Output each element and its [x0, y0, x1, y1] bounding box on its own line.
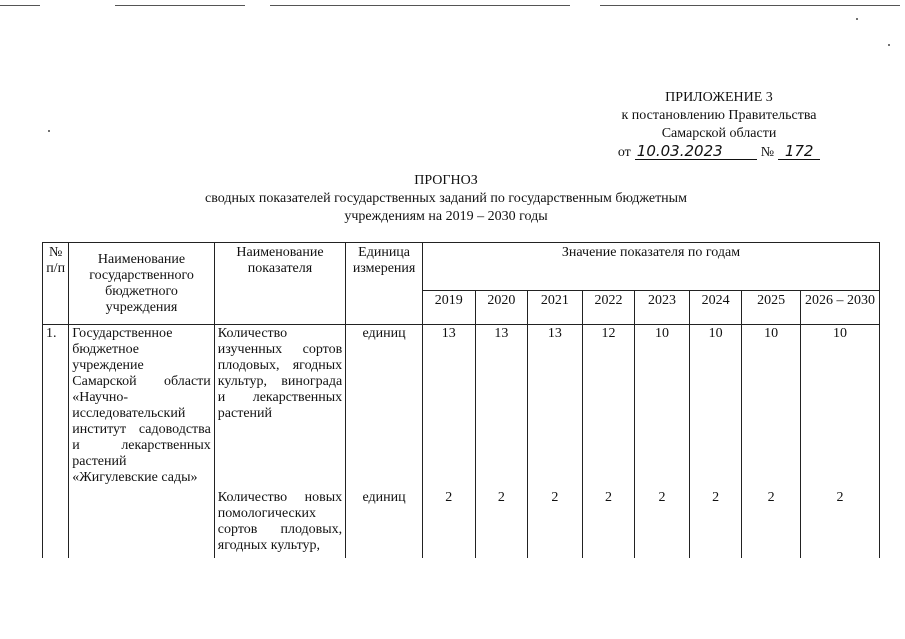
scan-speck — [856, 18, 858, 20]
row-value: 2 — [528, 488, 583, 558]
row-value: 2 — [635, 488, 690, 558]
table-row — [43, 325, 880, 489]
title-line-2: сводных показателей государственных заданий по государственным бюджетным — [205, 191, 687, 206]
header-year: 2021 — [528, 291, 583, 325]
header-year: 2019 — [423, 291, 476, 325]
row-value: 10 — [689, 325, 742, 489]
row-value: 10 — [635, 325, 690, 489]
row-institution: Государственное бюджетное учреждение Самарской области «Научно-исследовательский институт садоводства и лекарственных растений «Жигулевские сады» — [69, 325, 215, 489]
scan-line-top-left — [0, 5, 40, 6]
header-indicator: Наименование показателя — [214, 243, 345, 325]
header-year: 2024 — [689, 291, 742, 325]
handwritten-date: 10.03.2023 — [635, 143, 757, 160]
header-year: 2023 — [635, 291, 690, 325]
row-value: 2 — [689, 488, 742, 558]
row-value: 10 — [800, 325, 879, 489]
header-year: 2022 — [582, 291, 635, 325]
row-value: 13 — [423, 325, 476, 489]
handwritten-number: 172 — [778, 143, 820, 160]
header-num: № п/п — [43, 243, 69, 325]
row-unit: единиц — [346, 325, 423, 489]
row-value: 2 — [423, 488, 476, 558]
row-value: 2 — [582, 488, 635, 558]
scan-line-top-1 — [115, 5, 245, 6]
date-prefix: от — [617, 145, 631, 160]
row-value: 12 — [582, 325, 635, 489]
row-value: 2 — [800, 488, 879, 558]
header-year: 2025 — [742, 291, 801, 325]
title-line-3: учреждениям на 2019 – 2030 годы — [344, 209, 548, 224]
scan-line-top-3 — [600, 5, 900, 6]
header-year: 2026 – 2030 — [800, 291, 879, 325]
header-year: 2020 — [475, 291, 528, 325]
row-value: 2 — [742, 488, 801, 558]
header-institution: Наименование государственного бюджетного учреждения — [69, 243, 215, 325]
header-values-group: Значение показателя по годам — [423, 243, 880, 291]
row-value: 13 — [475, 325, 528, 489]
appendix-line-region: Самарской области — [661, 126, 777, 141]
appendix-block — [560, 89, 878, 162]
table-row — [43, 488, 880, 558]
row-indicator: Количество новых помологических сортов плодовых, ягодных культур, — [214, 488, 345, 558]
appendix-date-row — [560, 143, 878, 162]
scan-speck — [48, 130, 50, 132]
number-prefix: № — [760, 145, 775, 160]
document-title — [40, 172, 852, 226]
row-num — [43, 488, 69, 558]
header-unit: Единица измерения — [346, 243, 423, 325]
row-value: 13 — [528, 325, 583, 489]
row-unit: единиц — [346, 488, 423, 558]
row-num: 1. — [43, 325, 69, 489]
row-indicator: Количество изученных сортов плодовых, ягодных культур, винограда и лекарственных растений — [214, 325, 345, 489]
forecast-table — [42, 242, 880, 558]
row-value: 2 — [475, 488, 528, 558]
scan-speck — [888, 44, 890, 46]
row-value: 10 — [742, 325, 801, 489]
title-heading: ПРОГНОЗ — [414, 173, 478, 188]
appendix-line-resolution: к постановлению Правительства — [621, 108, 817, 123]
row-institution — [69, 488, 215, 558]
scan-line-top-2 — [270, 5, 570, 6]
appendix-title: ПРИЛОЖЕНИЕ 3 — [665, 90, 773, 105]
